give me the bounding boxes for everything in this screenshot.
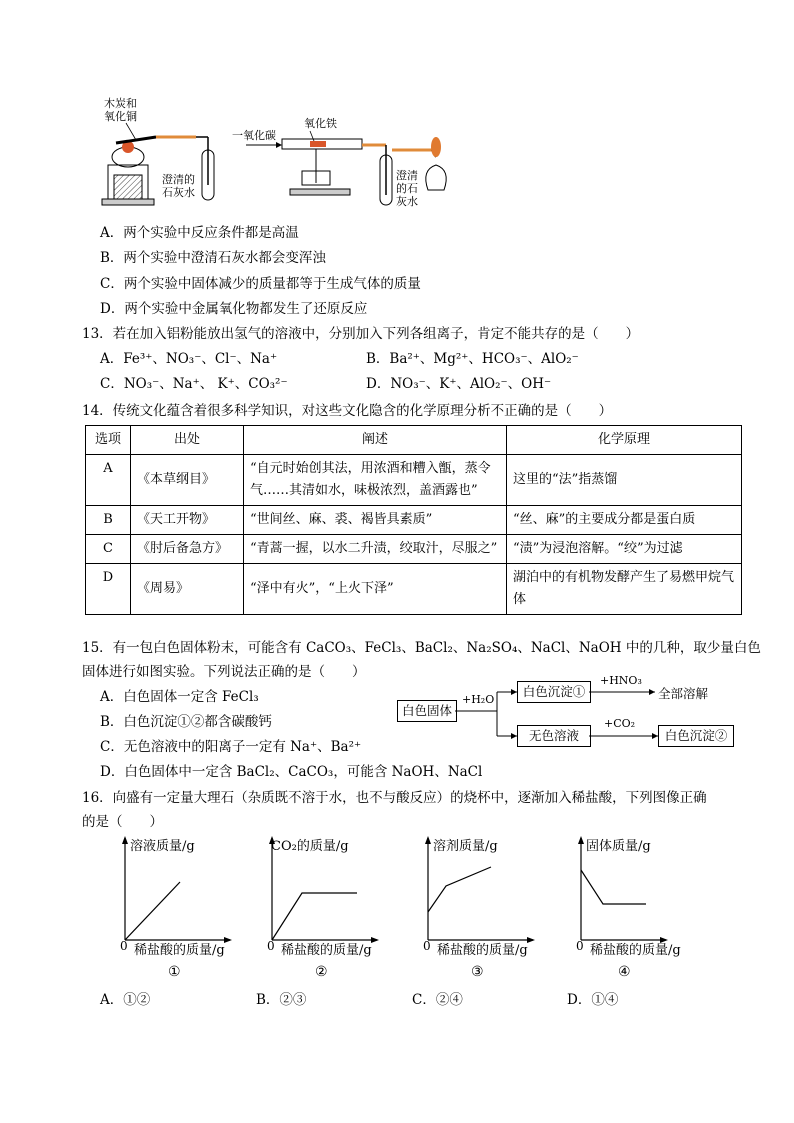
graph-1-xlabel: 稀盐酸的质量/g <box>134 943 225 958</box>
q13-option-d: D．NO₃⁻、K⁺、AlO₂⁻、OH⁻ <box>366 376 552 392</box>
graph-2-origin: 0 <box>267 939 275 953</box>
graph-3-origin: 0 <box>423 939 431 953</box>
q16-option-b: B．②③ <box>256 992 307 1008</box>
q16-option-c: C．②④ <box>412 992 463 1008</box>
row-principle: 湖泊中的有机物发酵产生了易燃甲烷气体 <box>507 564 742 615</box>
graph-4-origin: 0 <box>576 939 584 953</box>
header-principle: 化学原理 <box>507 426 742 455</box>
graph-2-num: ② <box>315 964 328 980</box>
graph-2-ylabel: CO₂的质量/g <box>271 839 349 854</box>
q16-stem-2: 的是（ ） <box>82 814 163 830</box>
graph-3-ylabel: 溶剂质量/g <box>433 839 498 854</box>
row-principle: 这里的“法”指蒸馏 <box>507 455 742 506</box>
q14-stem: 14．传统文化蕴含着很多科学知识，对这些文化隐含的化学原理分析不正确的是（ ） <box>82 403 613 419</box>
q15-option-b: B．白色沉淀①②都含碳酸钙 <box>100 714 272 730</box>
graph-4-ylabel: 固体质量/g <box>586 839 651 854</box>
row-option: B <box>86 506 131 535</box>
left-limewater-1: 澄清的 <box>162 173 195 186</box>
flow-co2-label: +CO₂ <box>604 717 636 730</box>
graph-4-xlabel: 稀盐酸的质量/g <box>590 943 681 958</box>
header-source: 出处 <box>131 426 244 455</box>
fe2o3-label: 氧化铁 <box>304 117 337 130</box>
row-principle: “丝、麻”的主要成分都是蛋白质 <box>507 506 742 535</box>
table-row <box>86 535 742 564</box>
right-limewater-3: 灰水 <box>396 195 418 208</box>
q16-stem-1: 16．向盛有一定量大理石（杂质既不溶于水，也不与酸反应）的烧杯中，逐渐加入稀盐酸，下列图像正确 <box>82 790 707 806</box>
flow-dissolve-label: 全部溶解 <box>658 686 709 701</box>
row-option: C <box>86 535 131 564</box>
q15-stem-2: 固体进行如图实验。下列说法正确的是（ ） <box>82 664 366 680</box>
row-source: 《周易》 <box>131 564 244 615</box>
row-source: 《本草纲目》 <box>131 455 244 506</box>
right-limewater-2: 的石 <box>396 182 418 195</box>
q15-stem-1: 15．有一包白色固体粉末，可能含有 CaCO₃、FeCl₃、BaCl₂、Na₂SO₄、NaCl、NaOH 中的几种，取少量白色 <box>82 640 761 656</box>
q13-option-a: A．Fe³⁺、NO₃⁻、Cl⁻、Na⁺ <box>100 351 278 367</box>
graph-3 <box>423 836 535 980</box>
graph-1-origin: 0 <box>120 939 128 953</box>
graph-1 <box>120 836 232 980</box>
apparatus-figure <box>96 95 456 215</box>
row-source: 《肘后备急方》 <box>131 535 244 564</box>
table-row <box>86 564 742 615</box>
flow-start-box: 白色固体 <box>397 700 457 722</box>
left-label-2: 氧化铜 <box>104 110 137 123</box>
q12-option-d: D．两个实验中金属氧化物都发生了还原反应 <box>100 301 368 317</box>
table-row <box>86 455 742 506</box>
q14-table <box>85 425 742 615</box>
row-description: “世间丝、麻、裘、褐皆具素质” <box>244 506 507 535</box>
flow-ppt1-box: 白色沉淀① <box>517 681 591 703</box>
row-description: “青蒿一握，以水二升渍，绞取汁，尽服之” <box>244 535 507 564</box>
q15-option-c: C．无色溶液中的阳离子一定有 Na⁺、Ba²⁺ <box>100 739 362 755</box>
graph-4-line <box>581 870 646 904</box>
table-row <box>86 506 742 535</box>
graph-1-line <box>125 882 180 940</box>
co-label: 一氧化碳 <box>232 129 276 142</box>
row-source: 《天工开物》 <box>131 506 244 535</box>
q16-option-d: D．①④ <box>567 992 619 1008</box>
q15-option-d: D．白色固体中一定含 BaCl₂、CaCO₃，可能含 NaOH、NaCl <box>100 764 483 780</box>
flow-solution-box: 无色溶液 <box>517 725 591 747</box>
q15-option-a: A．白色固体一定含 FeCl₃ <box>100 689 259 705</box>
q12-option-b: B．两个实验中澄清石灰水都会变浑浊 <box>100 250 326 266</box>
header-option: 选项 <box>86 426 131 455</box>
q13-option-c: C．NO₃⁻、Na⁺、 K⁺、CO₃²⁻ <box>100 376 288 392</box>
flow-arrows <box>455 690 665 750</box>
row-principle: “渍”为浸泡溶解。“绞”为过滤 <box>507 535 742 564</box>
q16-graphs <box>110 830 681 990</box>
graph-3-xlabel: 稀盐酸的质量/g <box>437 943 528 958</box>
flow-hno3-label: +HNO₃ <box>600 674 642 687</box>
graph-2 <box>267 836 379 980</box>
row-option: A <box>86 455 131 506</box>
q13-option-b: B．Ba²⁺、Mg²⁺、HCO₃⁻、AlO₂⁻ <box>366 351 579 367</box>
graph-1-num: ① <box>168 964 181 980</box>
row-description: “自元时始创其法，用浓酒和糟入甑，蒸令气……其清如水，味极浓烈，盖酒露也” <box>244 455 507 506</box>
left-label-1: 木炭和 <box>104 97 137 110</box>
graph-3-num: ③ <box>471 964 484 980</box>
flow-ppt2-box: 白色沉淀② <box>658 725 734 747</box>
left-limewater-2: 石灰水 <box>162 186 195 199</box>
graph-2-line <box>272 893 357 940</box>
graph-2-xlabel: 稀盐酸的质量/g <box>281 943 372 958</box>
right-limewater-1: 澄清 <box>396 169 418 182</box>
header-description: 阐述 <box>244 426 507 455</box>
q13-stem: 13．若在加入铝粉能放出氢气的溶液中，分别加入下列各组离子，肯定不能共存的是（ ） <box>82 326 640 342</box>
q16-option-a: A．①② <box>100 992 151 1008</box>
graph-4-num: ④ <box>618 964 631 980</box>
row-description: “泽中有火”，“上火下泽” <box>244 564 507 615</box>
graph-1-ylabel: 溶液质量/g <box>130 839 195 854</box>
q12-option-c: C．两个实验中固体减少的质量都等于生成气体的质量 <box>100 276 421 292</box>
table-header-row <box>86 426 742 455</box>
flow-water-label: +H₂O <box>462 693 495 706</box>
graph-3-line <box>428 867 491 912</box>
q12-option-a: A．两个实验中反应条件都是高温 <box>100 225 299 241</box>
row-option: D <box>86 564 131 615</box>
graph-4 <box>576 836 681 980</box>
